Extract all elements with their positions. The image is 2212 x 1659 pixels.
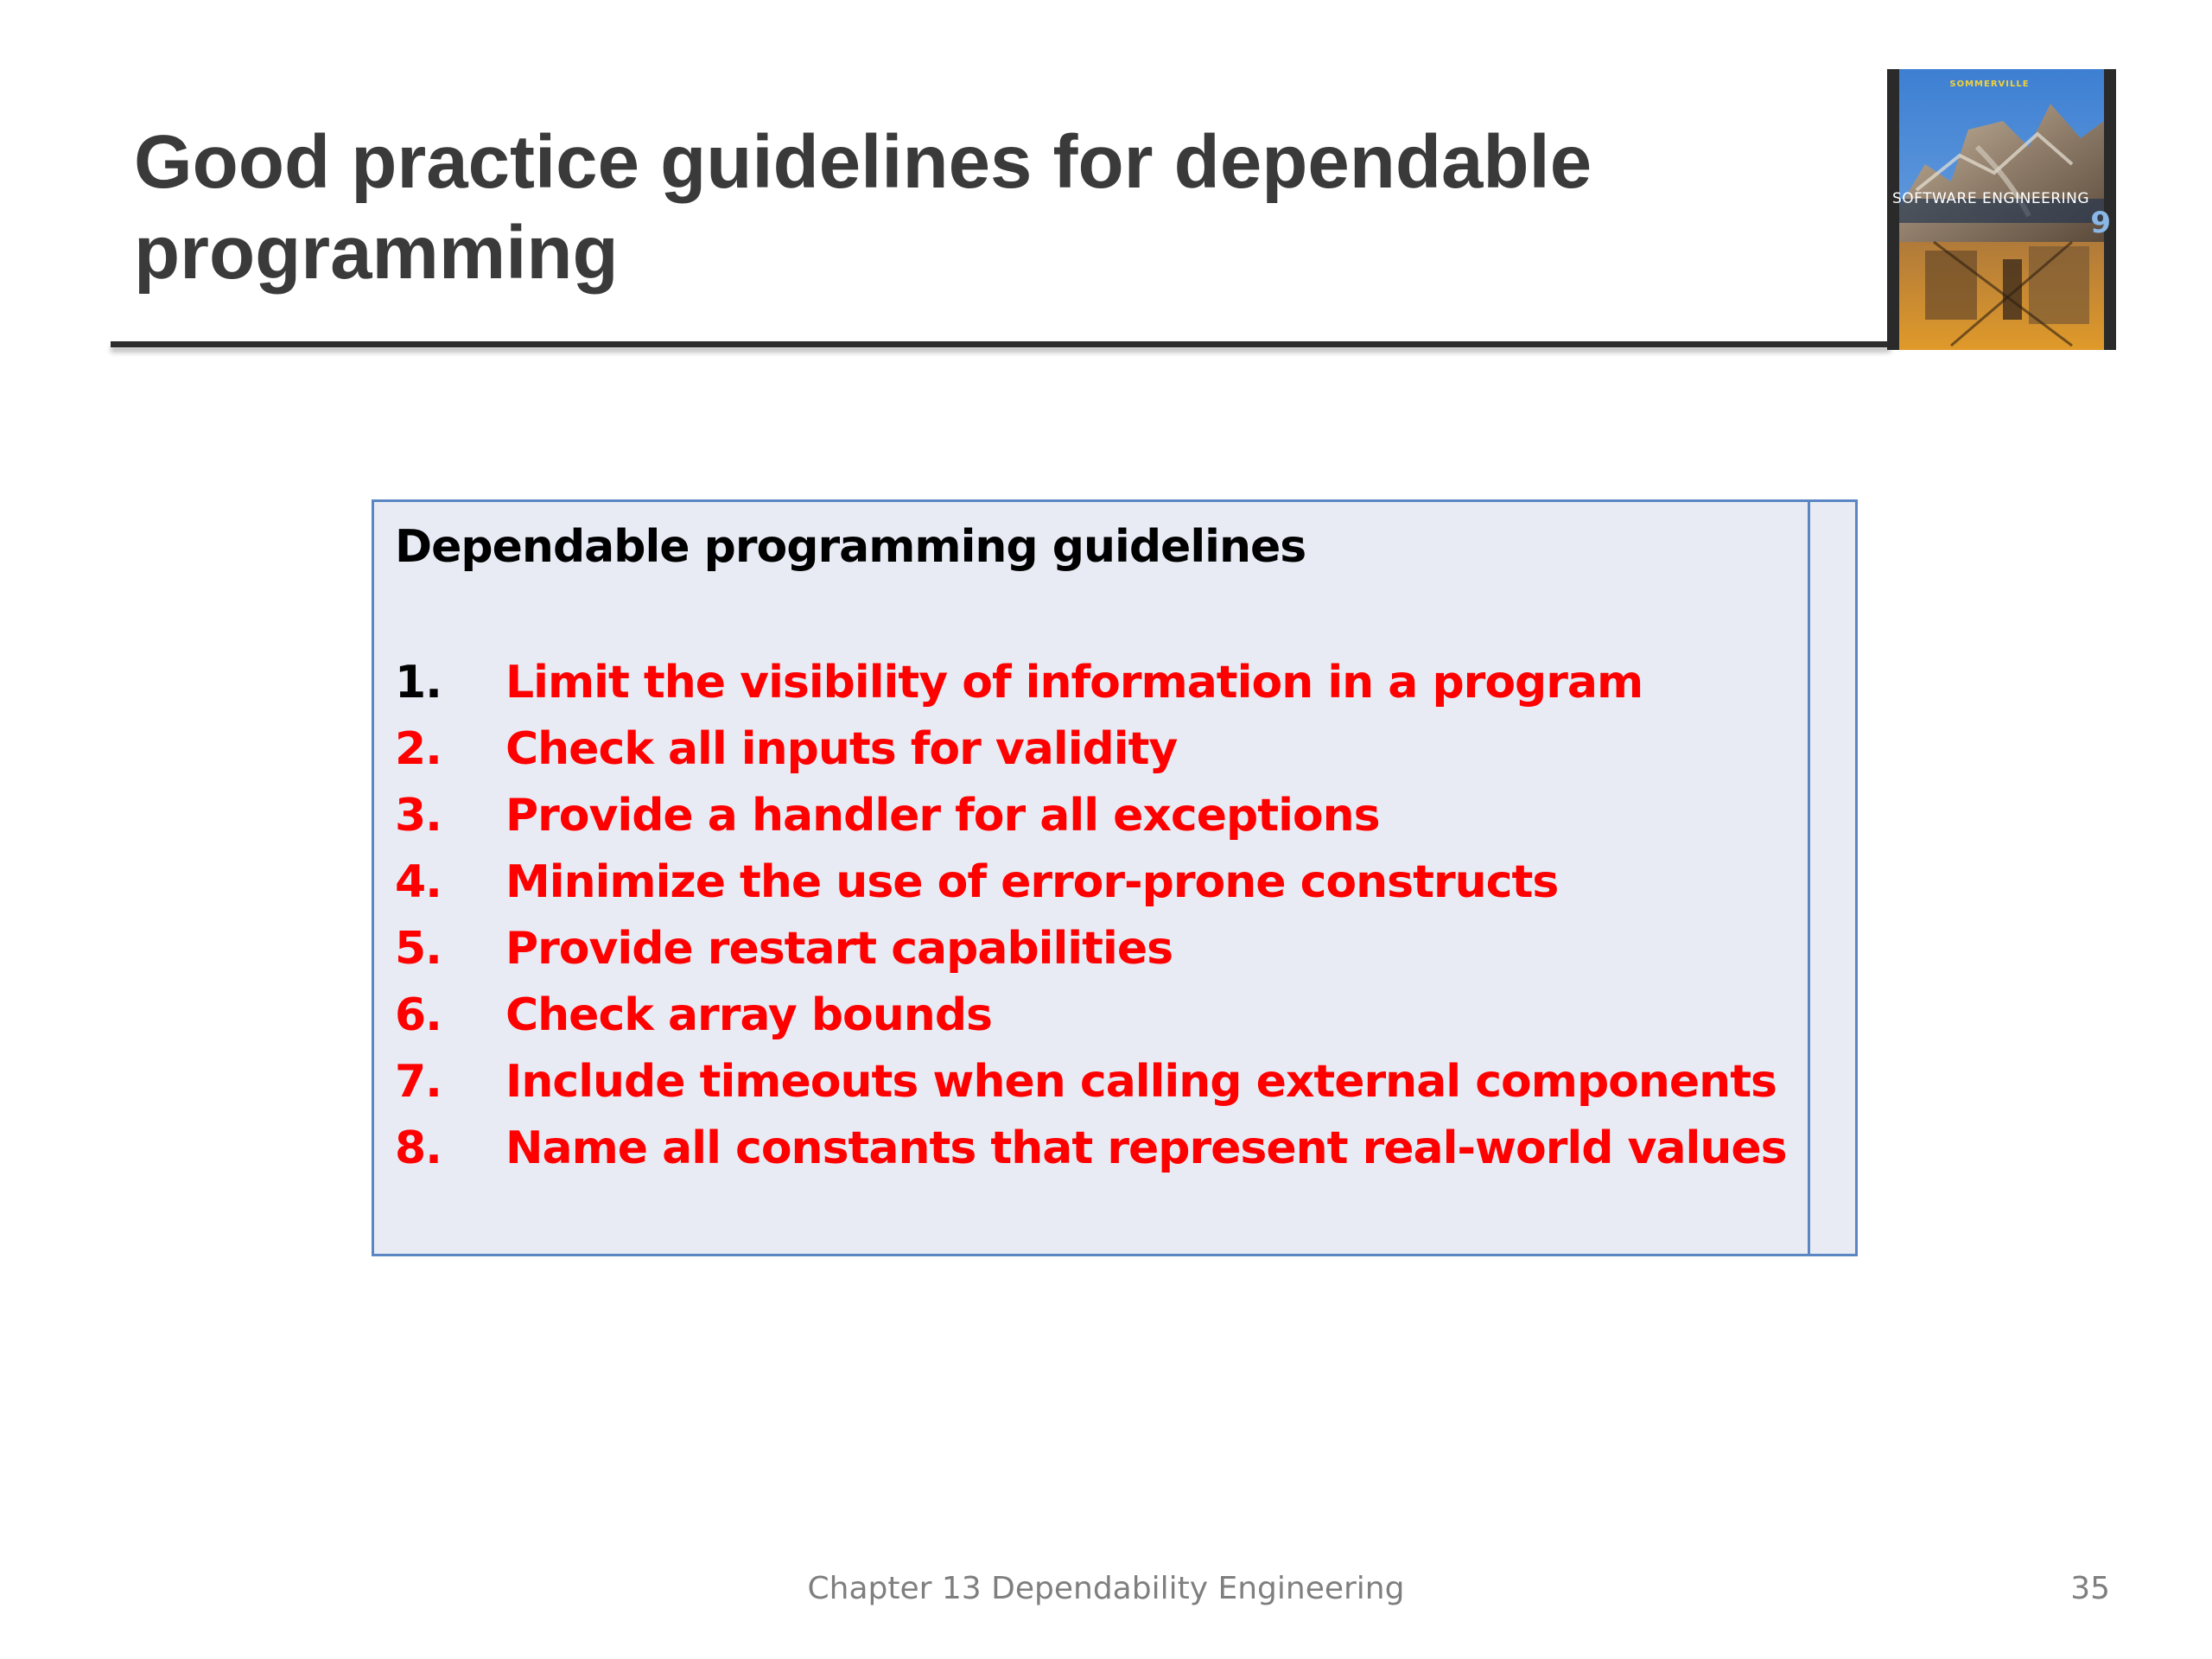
- list-item: [395, 649, 1787, 715]
- cover-author: SOMMERVILLE: [1949, 79, 2030, 89]
- list-item: [395, 1048, 1787, 1115]
- slide-title: Good practice guidelines for dependable programming: [134, 120, 1592, 295]
- footer-chapter: Chapter 13 Dependability Engineering: [807, 1571, 1405, 1606]
- item-text: Provide a handler for all exceptions: [505, 789, 1380, 842]
- guidelines-box: [372, 499, 1858, 1256]
- list-item: [395, 915, 1787, 982]
- list-item: [395, 982, 1787, 1048]
- item-number: 4.: [395, 855, 442, 908]
- guidelines-list: [395, 649, 1787, 1181]
- item-text: Provide restart capabilities: [505, 922, 1173, 975]
- item-number: 7.: [395, 1055, 442, 1108]
- item-text: Minimize the use of error-prone constructs: [505, 855, 1559, 908]
- box-divider: [1808, 502, 1810, 1254]
- item-text: Check array bounds: [505, 988, 992, 1041]
- item-number: 1.: [395, 656, 442, 709]
- list-item: [395, 782, 1787, 849]
- item-number: 5.: [395, 922, 442, 975]
- cover-edition: 9: [2090, 206, 2111, 240]
- list-item: [395, 1115, 1787, 1181]
- box-heading: Dependable programming guidelines: [395, 521, 1306, 573]
- item-number: 8.: [395, 1122, 442, 1174]
- book-cover-art: [1899, 69, 2104, 350]
- item-text: Check all inputs for validity: [505, 722, 1178, 775]
- cover-title: SOFTWARE ENGINEERING: [1891, 190, 2090, 207]
- item-text: Name all constants that represent real-world values: [505, 1122, 1787, 1174]
- item-number: 6.: [395, 988, 442, 1041]
- book-cover-image: [1887, 69, 2116, 350]
- item-text: Include timeouts when calling external components: [505, 1055, 1777, 1108]
- list-item: [395, 849, 1787, 915]
- item-text: Limit the visibility of information in a program: [505, 656, 1643, 709]
- item-number: 3.: [395, 789, 442, 842]
- item-number: 2.: [395, 722, 442, 775]
- title-divider: [111, 341, 1891, 347]
- list-item: [395, 715, 1787, 782]
- page-number: 35: [2070, 1571, 2110, 1606]
